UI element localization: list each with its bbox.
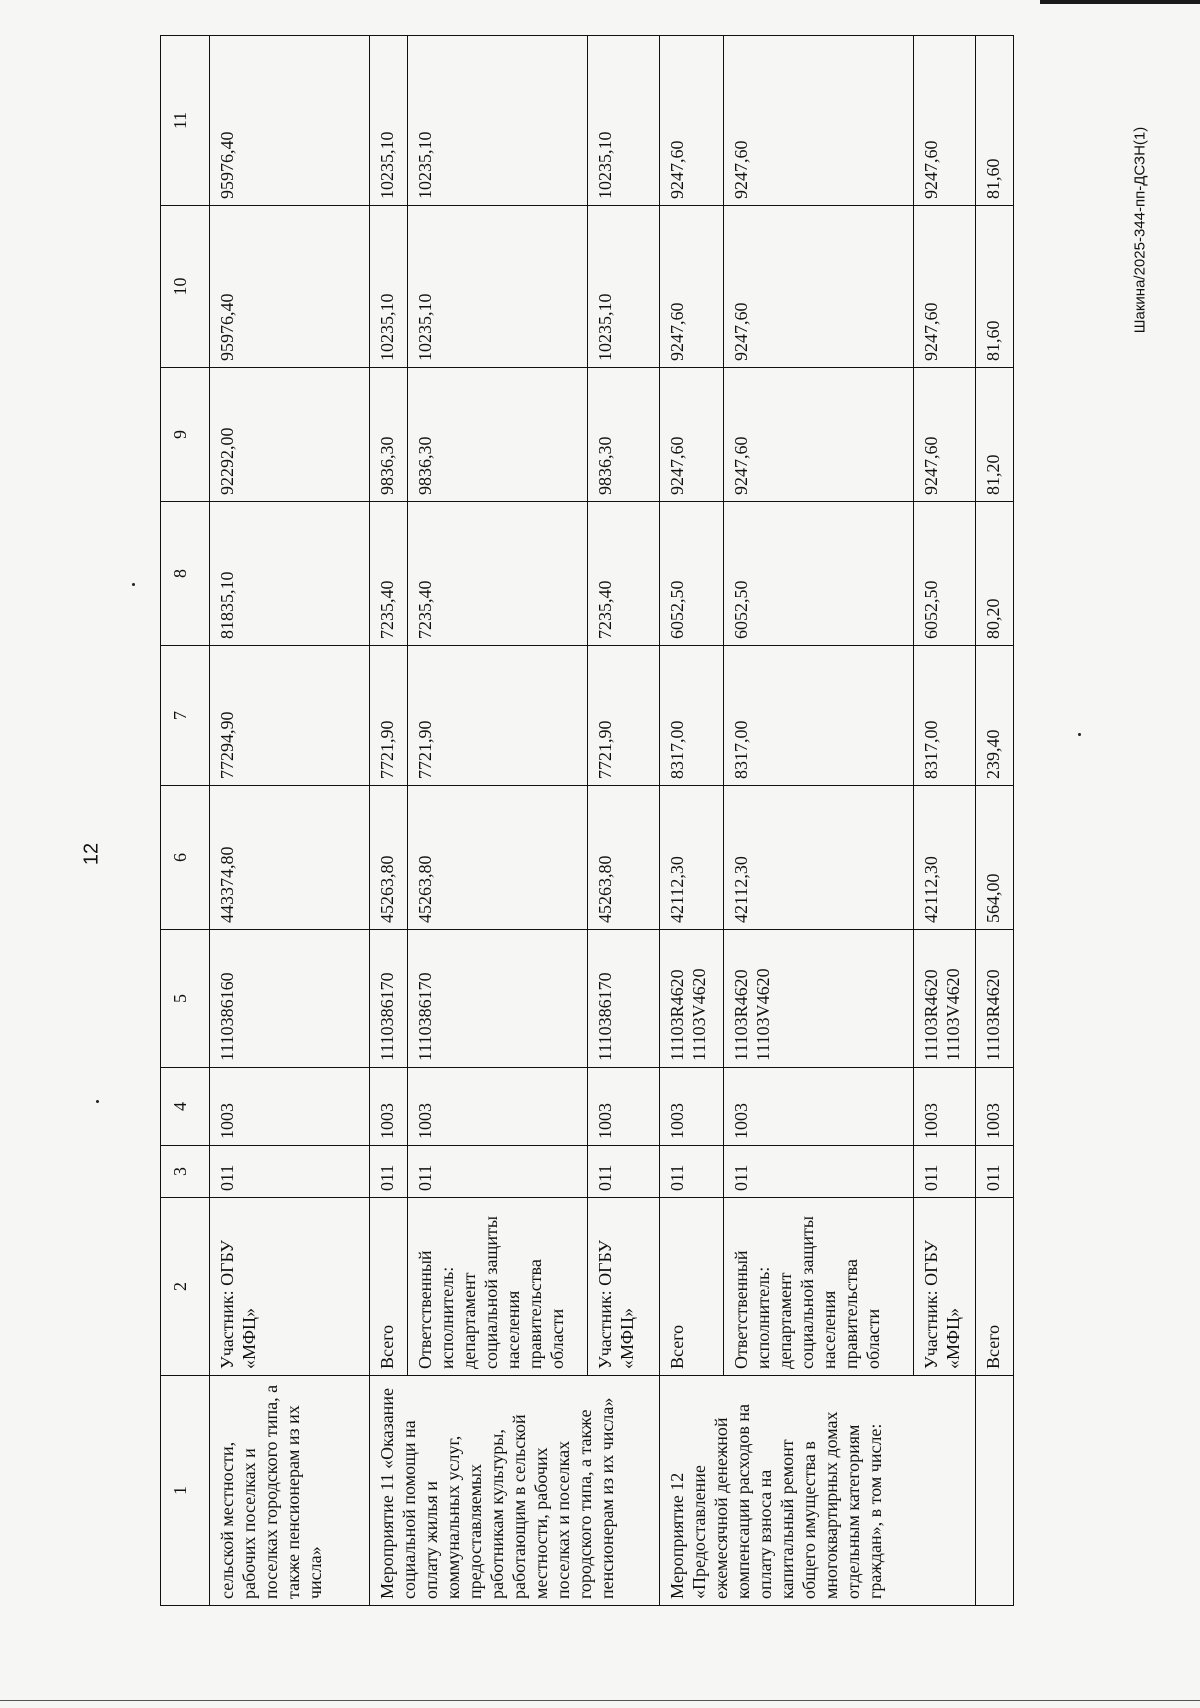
document-footer: Шакина/2025-344-пп-ДСЗН(1)	[1131, 126, 1149, 334]
cell-code-target: 11103R4620	[976, 930, 1014, 1068]
cell-executor: Ответственный исполнитель: департамент социальной защиты населения правительства области	[408, 1198, 588, 1376]
cell-value-year: 10235,10	[588, 206, 660, 368]
cell-code-target: 1110386170	[370, 930, 408, 1068]
header-col-10: 10	[161, 206, 210, 368]
cell-value-year: 10235,10	[370, 36, 408, 206]
header-row	[161, 36, 210, 1606]
cell-code-grbs: 011	[660, 1146, 724, 1198]
cell-value-year: 95976,40	[210, 36, 370, 206]
cell-value-year: 9836,30	[588, 368, 660, 502]
cell-executor: Участник: ОГБУ «МФЦ»	[588, 1198, 660, 1376]
header-col-7: 7	[161, 646, 210, 786]
cell-value-year: 8317,00	[724, 646, 914, 786]
code-line: 11103R4620	[921, 969, 941, 1061]
scan-speck	[96, 1100, 99, 1103]
cell-value-year: 9247,60	[914, 36, 976, 206]
cell-code-section: 1003	[976, 1068, 1014, 1146]
table-row	[210, 36, 370, 1606]
cell-description	[976, 1376, 1014, 1606]
cell-value-year: 7721,90	[408, 646, 588, 786]
cell-description: Мероприятие 12 «Предоставление ежемесячной денежной компенсации расходов на оплату взноса на капитальный ремонт общего имущества в многоквартирных домах отдельным категориям граждан», в том числе:	[660, 1376, 976, 1606]
cell-value-year: 81835,10	[210, 502, 370, 646]
cell-value-total: 42112,30	[724, 786, 914, 930]
cell-code-target: 1110386170	[588, 930, 660, 1068]
cell-code-grbs: 011	[976, 1146, 1014, 1198]
cell-value-year: 81,20	[976, 368, 1014, 502]
header-col-9: 9	[161, 368, 210, 502]
header-col-2: 2	[161, 1198, 210, 1376]
cell-code-grbs: 011	[724, 1146, 914, 1198]
cell-code-section: 1003	[370, 1068, 408, 1146]
cell-value-year: 92292,00	[210, 368, 370, 502]
cell-code-section: 1003	[408, 1068, 588, 1146]
cell-description: Мероприятие 11 «Оказание социальной помощи на оплату жилья и коммунальных услуг, предоставляемых работникам культуры, работающим в сельской местности, рабочих поселках и поселках городского типа, а также пенсионерам из их числа»	[370, 1376, 660, 1606]
header-col-4: 4	[161, 1068, 210, 1146]
cell-value-year: 9247,60	[660, 368, 724, 502]
cell-value-total: 42112,30	[914, 786, 976, 930]
table-row	[408, 36, 588, 1606]
cell-value-year: 9247,60	[660, 36, 724, 206]
cell-value-year: 10235,10	[408, 206, 588, 368]
table-row	[976, 36, 1014, 1606]
table-row	[370, 36, 408, 1606]
cell-value-total: 45263,80	[408, 786, 588, 930]
cell-value-year: 9247,60	[724, 368, 914, 502]
scan-speck	[132, 583, 135, 586]
header-col-1: 1	[161, 1376, 210, 1606]
cell-executor: Участник: ОГБУ «МФЦ»	[210, 1198, 370, 1376]
header-col-8: 8	[161, 502, 210, 646]
cell-code-target: 1110386170	[408, 930, 588, 1068]
cell-executor: Всего	[976, 1198, 1014, 1376]
cell-value-year: 80,20	[976, 502, 1014, 646]
cell-code-grbs: 011	[210, 1146, 370, 1198]
bottom-edge-line	[0, 1700, 1200, 1701]
cell-code-grbs: 011	[588, 1146, 660, 1198]
cell-value-year: 8317,00	[660, 646, 724, 786]
cell-code-section: 1003	[660, 1068, 724, 1146]
cell-executor: Участник: ОГБУ «МФЦ»	[914, 1198, 976, 1376]
rotated-table-container	[160, 36, 1044, 1606]
cell-code-target: 1110386160	[210, 930, 370, 1068]
cell-value-total: 42112,30	[660, 786, 724, 930]
code-line: 11103R4620	[731, 969, 751, 1061]
cell-value-year: 9247,60	[724, 206, 914, 368]
cell-value-year: 9836,30	[370, 368, 408, 502]
cell-value-total: 443374,80	[210, 786, 370, 930]
header-col-5: 5	[161, 930, 210, 1068]
cell-code-grbs: 011	[914, 1146, 976, 1198]
cell-value-year: 8317,00	[914, 646, 976, 786]
cell-value-year: 6052,50	[724, 502, 914, 646]
cell-executor: Ответственный исполнитель: департамент социальной защиты населения правительства области	[724, 1198, 914, 1376]
cell-value-year: 95976,40	[210, 206, 370, 368]
cell-code-target	[914, 930, 976, 1068]
budget-table	[160, 35, 1014, 1606]
header-col-11: 11	[161, 36, 210, 206]
code-line: 11103V4620	[689, 968, 709, 1061]
cell-value-total: 564,00	[976, 786, 1014, 930]
cell-value-year: 9836,30	[408, 368, 588, 502]
cell-value-total: 45263,80	[370, 786, 408, 930]
cell-value-year: 10235,10	[408, 36, 588, 206]
top-edge-bar	[1040, 0, 1200, 4]
cell-value-year: 9247,60	[914, 368, 976, 502]
cell-value-year: 7721,90	[588, 646, 660, 786]
cell-value-total: 45263,80	[588, 786, 660, 930]
header-col-3: 3	[161, 1146, 210, 1198]
code-line: 11103V4620	[753, 968, 773, 1061]
cell-value-year: 81,60	[976, 206, 1014, 368]
cell-code-grbs: 011	[370, 1146, 408, 1198]
table-row	[724, 36, 914, 1606]
cell-value-year: 7721,90	[370, 646, 408, 786]
cell-value-year: 9247,60	[724, 36, 914, 206]
cell-value-year: 6052,50	[660, 502, 724, 646]
cell-code-section: 1003	[914, 1068, 976, 1146]
cell-code-target	[724, 930, 914, 1068]
cell-value-year: 7235,40	[408, 502, 588, 646]
cell-code-section: 1003	[210, 1068, 370, 1146]
cell-code-grbs: 011	[408, 1146, 588, 1198]
header-col-6: 6	[161, 786, 210, 930]
cell-executor: Всего	[660, 1198, 724, 1376]
code-line: 11103R4620	[667, 969, 687, 1061]
cell-value-year: 77294,90	[210, 646, 370, 786]
cell-description: сельской местности, рабочих поселках и поселках городского типа, а также пенсионерам из их числа»	[210, 1376, 370, 1606]
cell-value-year: 9247,60	[914, 206, 976, 368]
cell-code-section: 1003	[588, 1068, 660, 1146]
cell-value-year: 239,40	[976, 646, 1014, 786]
cell-code-target	[660, 930, 724, 1068]
cell-value-year: 7235,40	[588, 502, 660, 646]
page-number: 12	[80, 842, 103, 866]
table-row	[588, 36, 660, 1606]
scan-speck	[1078, 733, 1081, 736]
cell-value-year: 9247,60	[660, 206, 724, 368]
code-line: 11103V4620	[943, 968, 963, 1061]
cell-value-year: 6052,50	[914, 502, 976, 646]
cell-executor: Всего	[370, 1198, 408, 1376]
cell-value-year: 7235,40	[370, 502, 408, 646]
cell-value-year: 81,60	[976, 36, 1014, 206]
cell-value-year: 10235,10	[588, 36, 660, 206]
table-row	[914, 36, 976, 1606]
cell-value-year: 10235,10	[370, 206, 408, 368]
table-row	[660, 36, 724, 1606]
cell-code-section: 1003	[724, 1068, 914, 1146]
